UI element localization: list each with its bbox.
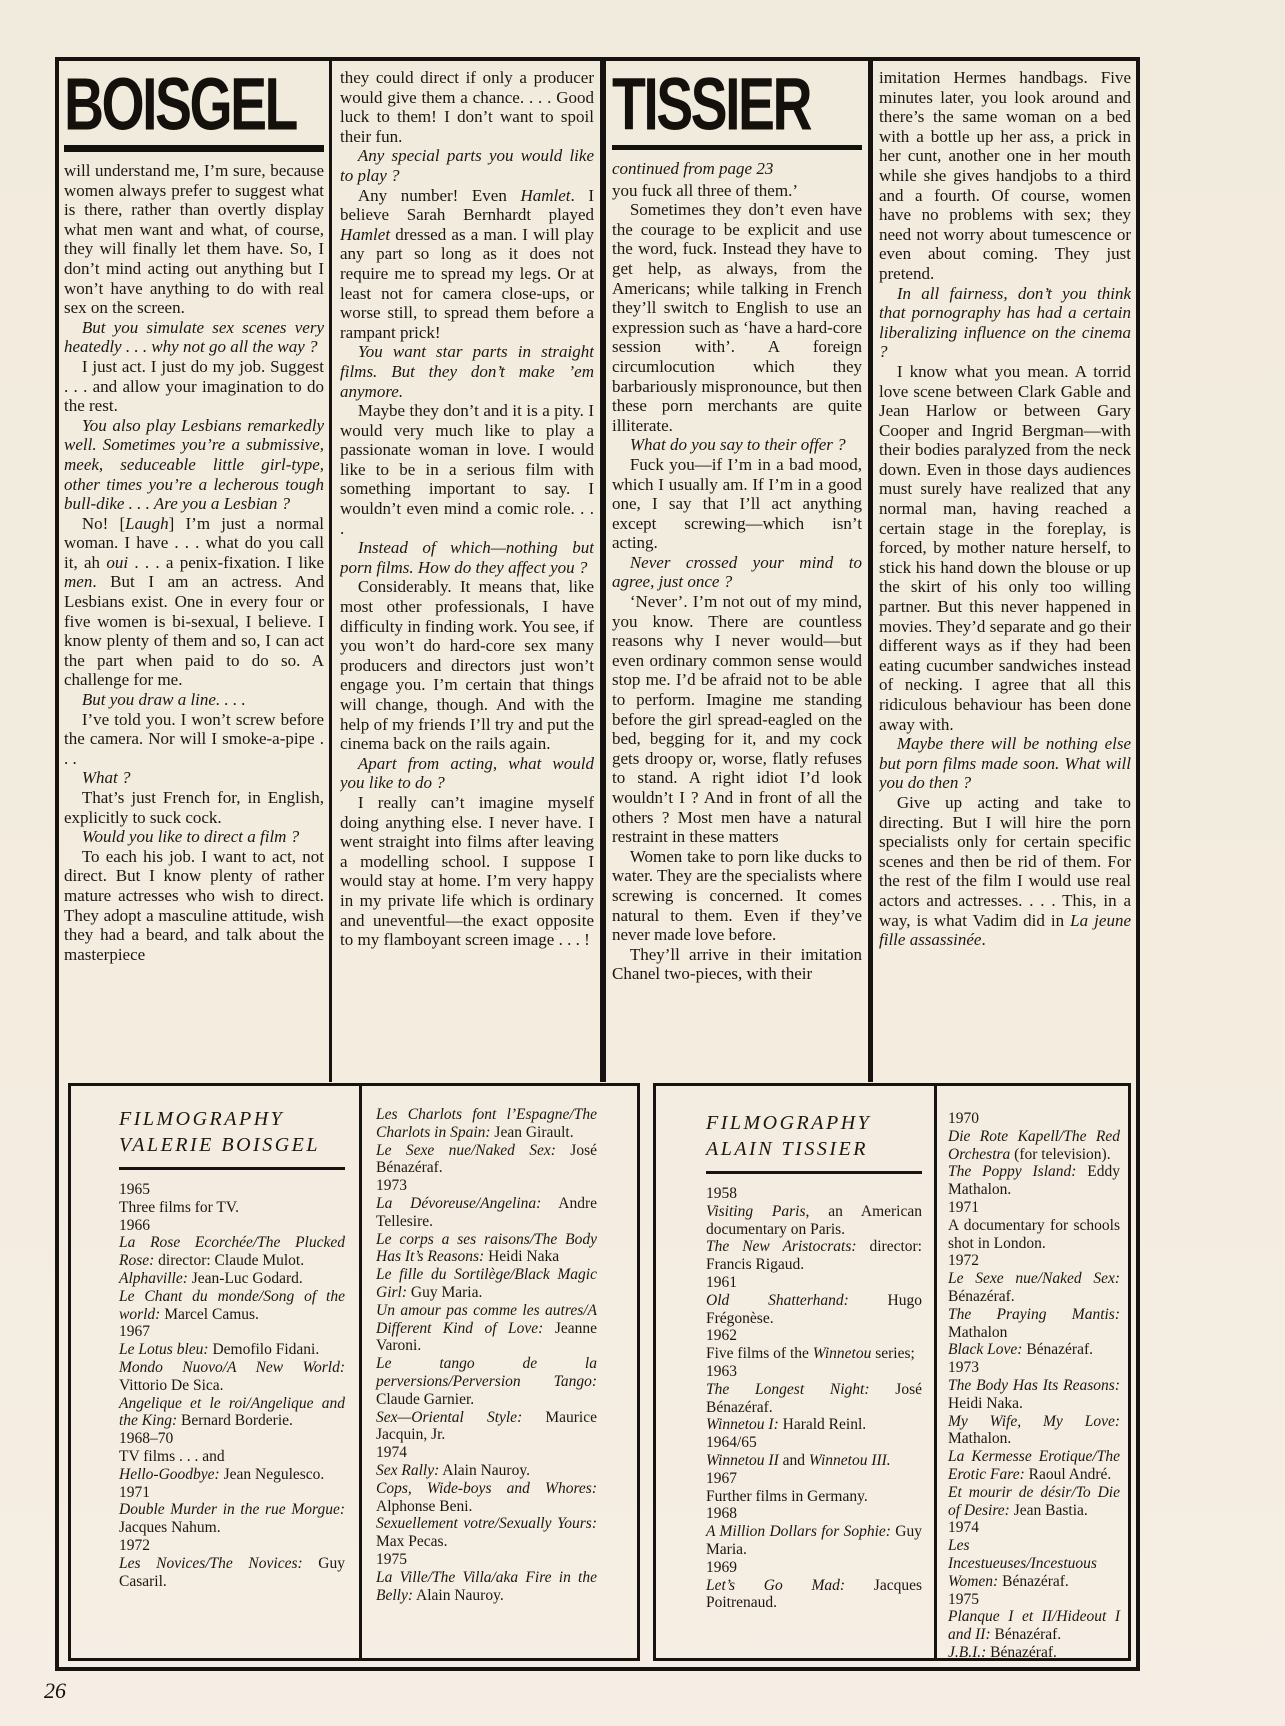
filmography-entry bbox=[706, 1381, 922, 1417]
text-run: What ? bbox=[81, 768, 131, 788]
text-run: 1965 bbox=[119, 1181, 150, 1198]
interview-answer bbox=[612, 200, 862, 435]
italic-text-run: La Dévoreuse/Angelina: bbox=[376, 1194, 542, 1212]
filmography-boisgel-heading bbox=[119, 1106, 345, 1158]
text-run: Claude Garnier. bbox=[376, 1390, 475, 1408]
filmography-entry bbox=[948, 1608, 1120, 1644]
interview-question bbox=[340, 146, 594, 185]
filmography-year bbox=[376, 1444, 597, 1462]
interview-question bbox=[879, 734, 1131, 793]
text-run: Sometimes they don’t even have the courage to be explicit and use the word, fuck. Instead they have to get help, as always, from the Americans; while talking in French they’ll switch to English to use an expression such as ‘have a hard-core session with’. A foreign circumlocution which they barbariously mispronounce, but then these porn merchants are quite illiterate. bbox=[612, 200, 862, 435]
italic-text-run: Visiting Paris bbox=[706, 1202, 806, 1220]
italic-text-run: Les Incestueuses/Incestuous Women: bbox=[948, 1537, 1097, 1590]
text-run: director: Francis Rigaud. bbox=[706, 1238, 922, 1274]
filmography-year bbox=[948, 1359, 1120, 1377]
filmography-entry bbox=[948, 1128, 1120, 1164]
italic-text-run: The Longest Night: bbox=[706, 1380, 870, 1398]
text-run: I really can’t imagine myself doing anything else. I never have. I went straight into films after leaving a modelling school. I suppose I would stay at home. I’m very happy in my private life which is ordinary and uneventful—the exact opposite to my flamboyant screen image . . . ! bbox=[340, 792, 594, 950]
filmography-entry bbox=[119, 1501, 345, 1537]
text-run: Demofilo Fidani. bbox=[208, 1341, 320, 1359]
text-run: But you draw a line. . . . bbox=[81, 690, 246, 710]
tissier-text-column-2 bbox=[879, 68, 1131, 950]
filmography-entry bbox=[706, 1452, 922, 1470]
filmography-year bbox=[119, 1181, 345, 1199]
filmography-entry bbox=[119, 1341, 345, 1359]
filmography-year bbox=[119, 1217, 345, 1235]
text-run: A documentary for schools shot in London. bbox=[948, 1216, 1120, 1252]
text-run: Maybe they don’t and it is a pity. I would very much like to play a passionate woman in love. I would like to be in a serious film with something important to say. I wouldn’t even mind a comic role. . . . bbox=[340, 401, 594, 538]
filmography-boisgel-left-column bbox=[71, 1086, 359, 1658]
interview-answer bbox=[340, 186, 594, 343]
filmography-year bbox=[706, 1274, 922, 1292]
filmography-entry bbox=[119, 1555, 345, 1591]
filmography-entry bbox=[119, 1466, 345, 1484]
interview-answer bbox=[879, 793, 1131, 950]
filmography-year bbox=[119, 1323, 345, 1341]
boisgel-column-2 bbox=[340, 61, 594, 1086]
text-run: 1971 bbox=[948, 1198, 979, 1216]
text-run: , an American documentary on Paris. bbox=[706, 1202, 922, 1238]
text-run: Maybe there will be nothing else but porn films made soon. What will you do then ? bbox=[879, 734, 1131, 793]
text-run: 1958 bbox=[706, 1185, 737, 1202]
column-divider bbox=[868, 61, 873, 1082]
text-run: Heidi Naka bbox=[484, 1248, 560, 1266]
boisgel-text-column-2 bbox=[340, 68, 594, 950]
italic-text-run: Hello-Goodbye: bbox=[119, 1465, 220, 1483]
interview-answer bbox=[64, 514, 324, 690]
italic-text-run: The Poppy Island: bbox=[948, 1163, 1077, 1181]
interview-answer bbox=[64, 847, 324, 965]
text-run: Jacques Nahum. bbox=[119, 1519, 221, 1537]
interview-answer bbox=[64, 788, 324, 827]
tissier-column-1 bbox=[612, 61, 862, 1087]
italic-text-run: Sex—Oriental Style: bbox=[376, 1408, 523, 1426]
italic-text-run: Sex Rally: bbox=[376, 1461, 440, 1479]
filmography-year bbox=[948, 1591, 1120, 1609]
text-run: TV films . . . and bbox=[119, 1447, 225, 1465]
filmography-entry bbox=[948, 1306, 1120, 1342]
italic-text-run: The Praying Mantis: bbox=[948, 1305, 1120, 1323]
filmography-year bbox=[948, 1110, 1120, 1128]
filmography-entry bbox=[376, 1142, 597, 1178]
text-run: 1967 bbox=[706, 1469, 737, 1487]
interview-question bbox=[64, 768, 324, 788]
italic-text-run: La Ville/The Villa/aka Fire in the Belly: bbox=[376, 1568, 597, 1604]
column-divider bbox=[329, 61, 332, 1082]
italic-text-run: Le Sexe nue/Naked Sex: bbox=[948, 1270, 1120, 1288]
text-run: José Bénazéraf. bbox=[706, 1380, 922, 1416]
text-run: Bénazéraf. bbox=[986, 1643, 1057, 1658]
filmography-tissier-left-column bbox=[656, 1086, 934, 1658]
text-run: Women take to porn like ducks to water. They are the specialists where screwing is concerned. It comes natural to them. Even if they’ve never made love before. bbox=[612, 846, 862, 945]
text-run: they could direct if only a producer would give them a chance. . . . Good luck to them! I don’t want to spoil their fun. bbox=[340, 68, 594, 146]
italic-text-run: Planque I et II/Hideout I and II: bbox=[948, 1608, 1120, 1644]
text-run: ] I’m just a normal woman. I have . . . what do you call it, ah bbox=[64, 513, 324, 572]
boisgel-masthead bbox=[64, 62, 324, 146]
italic-text-run: Un amour pas comme les autres/A Different Kind of Love: bbox=[376, 1301, 597, 1337]
interview-question bbox=[340, 342, 594, 401]
interview-answer bbox=[64, 161, 324, 318]
italic-text-run: Alphaville: bbox=[119, 1269, 188, 1287]
filmography-entry bbox=[376, 1480, 597, 1516]
interview-question bbox=[612, 435, 862, 455]
filmography-year bbox=[948, 1199, 1120, 1217]
filmography-year bbox=[706, 1185, 922, 1203]
filmography-year bbox=[706, 1434, 922, 1452]
text-run: 1969 bbox=[706, 1558, 737, 1576]
filmography-entry bbox=[948, 1484, 1120, 1520]
text-run: 1975 bbox=[948, 1590, 979, 1608]
filmography-heading-line2: ALAIN TISSIER bbox=[706, 1138, 868, 1160]
italic-text-run: Sexuellement votre/Sexually Yours: bbox=[376, 1515, 597, 1533]
text-run: 1974 bbox=[948, 1519, 979, 1537]
italic-text-run: Le Sexe nue/Naked Sex: bbox=[376, 1141, 556, 1159]
text-run: Heidi Naka. bbox=[948, 1394, 1023, 1412]
italic-text-run: Le tango de la perversions/Perversion Tango: bbox=[376, 1355, 597, 1390]
italic-text-run: J.B.I.: bbox=[948, 1643, 987, 1658]
filmography-heading-rule bbox=[706, 1171, 922, 1174]
filmography-year bbox=[706, 1327, 922, 1345]
text-run: You want star parts in straight films. But they don’t make ’em anymore. bbox=[340, 342, 594, 401]
italic-text-run: Die Rote Kapell/The Red Orchestra bbox=[948, 1127, 1120, 1163]
text-run: 1967 bbox=[119, 1323, 150, 1341]
filmography-entry bbox=[706, 1416, 922, 1434]
filmography-entry bbox=[706, 1203, 922, 1239]
text-run: 1962 bbox=[706, 1327, 737, 1345]
text-run: imitation Hermes handbags. Five minutes later, you look around and there’s the same woman on a bed with a bottle up her ass, a prick in her cunt, another one in her mouth while she gives handjobs to a third and a fourth. Of course, women have no problems with sex; they need not worry about tumescence or even about coming. They just pretend. bbox=[879, 68, 1131, 283]
tissier-masthead bbox=[612, 62, 862, 146]
text-run: Jean-Luc Godard. bbox=[187, 1269, 303, 1287]
interview-answer bbox=[340, 401, 594, 538]
italic-text-run: Winnetou II bbox=[706, 1451, 779, 1469]
text-run: . But I am an actress. And Lesbians exist. One in every four or five women is bi-sexual, I believe. I know plenty of them and so, I can act the part when paid to do so. A challenge for me. bbox=[64, 572, 324, 690]
italic-text-run: Le Lotus bleu: bbox=[119, 1341, 209, 1359]
filmography-entry bbox=[948, 1163, 1120, 1199]
italic-text-run: Winnetou I: bbox=[706, 1416, 779, 1434]
boisgel-title: BOISGEL bbox=[64, 62, 296, 146]
text-run: I know what you mean. A torrid love scene between Clark Gable and Jean Harlow or between Gary Cooper and Ingrid Bergman—with their bodies paralyzed from the neck down. Even in those days audiences must surely have realized that any normal man, having reached a certain stage in the foreplay, is forced, by mother nature herself, to stick his hand down the blouse or up the skirt of his only too willing partner. But this never happened in movies. They’d separate and go their different ways as if they had been eating cucumber sandwiches instead of necking. I agree that all this ridiculous behaviour has been done away with. bbox=[879, 361, 1131, 734]
text-run: Alain Nauroy. bbox=[413, 1586, 504, 1604]
text-run: What do you say to their offer ? bbox=[629, 435, 846, 455]
text-run: . bbox=[981, 930, 986, 950]
italic-text-run: oui bbox=[106, 552, 129, 572]
filmography-tissier-right-column bbox=[934, 1086, 1128, 1658]
filmography-boisgel-right-column bbox=[359, 1086, 637, 1658]
text-run: . . . a penix-fixation. I like bbox=[128, 552, 324, 572]
filmography-entry bbox=[376, 1106, 597, 1142]
text-run: But you simulate sex scenes very heatedly . . . why not go all the way ? bbox=[64, 317, 324, 357]
filmography-entry bbox=[948, 1270, 1120, 1306]
filmography-entry bbox=[706, 1345, 922, 1363]
filmography-box-tissier bbox=[653, 1083, 1131, 1661]
text-run: Apart from acting, what would you like to do ? bbox=[340, 753, 594, 793]
tissier-text-column-1 bbox=[612, 159, 862, 984]
text-run: Bernard Borderie. bbox=[177, 1412, 293, 1430]
filmography-boisgel-entries-right bbox=[376, 1106, 597, 1604]
text-run: Guy Maria. bbox=[706, 1523, 922, 1558]
text-run: 1973 bbox=[376, 1177, 407, 1195]
text-run: series; bbox=[871, 1345, 915, 1363]
filmography-tissier-entries-left bbox=[706, 1185, 922, 1612]
filmography-box-boisgel bbox=[68, 1083, 640, 1661]
italic-text-run: Les Novices/The Novices: bbox=[119, 1554, 303, 1572]
filmography-year bbox=[119, 1430, 345, 1448]
text-run: No! [ bbox=[81, 513, 126, 533]
filmography-entry bbox=[119, 1234, 345, 1270]
interview-answer bbox=[340, 577, 594, 753]
italic-text-run: Double Murder in the rue Morgue: bbox=[119, 1501, 345, 1519]
italic-text-run: Les Charlots font l’Espagne/The Charlots in Spain: bbox=[376, 1106, 597, 1141]
text-run: Mathalon. bbox=[948, 1430, 1012, 1448]
text-run: 1974 bbox=[376, 1444, 407, 1462]
interview-answer bbox=[340, 793, 594, 950]
interview-answer bbox=[340, 68, 594, 146]
interview-answer bbox=[612, 181, 862, 201]
italic-text-run: A Million Dollars for Sophie: bbox=[706, 1523, 891, 1541]
text-run: 1961 bbox=[706, 1273, 737, 1291]
interview-question bbox=[64, 318, 324, 357]
filmography-note bbox=[706, 1488, 922, 1506]
text-run: director: Claude Mulot. bbox=[154, 1252, 305, 1270]
filmography-year bbox=[119, 1537, 345, 1555]
italic-text-run: Laugh bbox=[125, 513, 169, 533]
text-run: 1968 bbox=[706, 1505, 737, 1523]
text-run: Further films in Germany. bbox=[706, 1487, 868, 1505]
filmography-entry bbox=[119, 1395, 345, 1431]
text-run: will understand me, I’m sure, because women always prefer to suggest what is there, rather than overtly display what men want and what, of course, they will finally let them have. So, I don’t mind acting out anything but I won’t have anything to do with real sex on the screen. bbox=[64, 161, 324, 318]
text-run: To each his job. I want to act, not direct. But I know plenty of rather mature actresses who wish to direct. They adopt a masculine attitude, wish they had a beard, and talk about the masterpiece bbox=[64, 846, 324, 964]
italic-text-run: Winnetou bbox=[812, 1345, 872, 1363]
text-run: 1964/65 bbox=[706, 1434, 757, 1452]
text-run: Raoul André. bbox=[1024, 1465, 1112, 1483]
filmography-heading-line2: VALERIE BOISGEL bbox=[119, 1134, 320, 1156]
filmography-year bbox=[706, 1363, 922, 1381]
italic-text-run: Hamlet bbox=[340, 224, 391, 244]
text-run: Alphonse Beni. bbox=[376, 1497, 473, 1515]
filmography-entry bbox=[376, 1302, 597, 1355]
interview-question bbox=[64, 827, 324, 847]
italic-text-run: The New Aristocrats: bbox=[706, 1238, 857, 1256]
interview-answer bbox=[612, 847, 862, 945]
italic-text-run: Le corps a ses raisons/The Body Has It’s Reasons: bbox=[376, 1230, 597, 1266]
italic-text-run: Le fille du Sortilège/Black Magic Girl: bbox=[376, 1266, 597, 1301]
filmography-heading-line1: FILMOGRAPHY bbox=[119, 1108, 285, 1130]
interview-answer bbox=[612, 945, 862, 984]
text-run: Instead of which—nothing but porn films. How do they affect you ? bbox=[340, 538, 594, 577]
italic-text-run: The Body Has Its Reasons: bbox=[948, 1376, 1120, 1394]
filmography-entry bbox=[376, 1355, 597, 1408]
text-run: and bbox=[778, 1451, 809, 1469]
text-run: Eddy Mathalon. bbox=[948, 1163, 1120, 1199]
italic-text-run: Cops, Wide-boys and Whores: bbox=[376, 1479, 597, 1497]
page-frame bbox=[55, 57, 1140, 1671]
continued-from-note bbox=[612, 159, 862, 179]
filmography-tissier-entries-right bbox=[948, 1110, 1120, 1658]
boisgel-title-rule bbox=[64, 145, 324, 152]
text-run: Hugo Frégonèse. bbox=[706, 1291, 922, 1327]
filmography-entry bbox=[706, 1292, 922, 1328]
italic-text-run: men bbox=[64, 572, 93, 592]
filmography-heading-line1: FILMOGRAPHY bbox=[706, 1112, 872, 1134]
italic-text-run: Black Love: bbox=[948, 1341, 1023, 1359]
filmography-entry bbox=[948, 1644, 1120, 1658]
italic-text-run: Le Chant du monde/Song of the world: bbox=[119, 1287, 345, 1323]
text-run: Any special parts you would like to play ? bbox=[340, 146, 594, 185]
text-run: Considerably. It means that, like most other professionals, I have difficulty in finding work. You see, if you won’t do hard-core sex many producers and directors just won’t engage you. I’m certain that things will change, though. And with the help of my friends I’ll try and put the cinema back on the rails again. bbox=[340, 577, 594, 754]
text-run: 1963 bbox=[706, 1362, 737, 1380]
filmography-tissier-heading bbox=[706, 1110, 922, 1162]
text-run: I’ve told you. I won’t screw before the camera. Nor will I smoke-a-pipe . . . bbox=[64, 709, 324, 768]
filmography-year bbox=[706, 1470, 922, 1488]
filmography-entry bbox=[376, 1195, 597, 1231]
text-run: That’s just French for, in English, explicitly to suck cock. bbox=[64, 788, 324, 827]
filmography-note bbox=[119, 1199, 345, 1217]
filmography-year bbox=[706, 1559, 922, 1577]
text-run: 1975 bbox=[376, 1550, 407, 1568]
interview-question bbox=[64, 416, 324, 514]
boisgel-text-column-1 bbox=[64, 161, 324, 964]
interview-answer bbox=[879, 68, 1131, 284]
filmography-year bbox=[706, 1505, 922, 1523]
filmography-entry bbox=[948, 1377, 1120, 1413]
interview-answer bbox=[64, 710, 324, 769]
text-run: Bénazéraf. bbox=[998, 1572, 1069, 1590]
text-run: 1971 bbox=[119, 1483, 150, 1501]
text-run: Three films for TV. bbox=[119, 1198, 239, 1216]
interview-question bbox=[64, 690, 324, 710]
filmography-year bbox=[948, 1519, 1120, 1537]
text-run: Jean Negulesco. bbox=[219, 1465, 325, 1483]
text-run: Guy Casaril. bbox=[119, 1554, 345, 1590]
filmography-entry bbox=[706, 1523, 922, 1559]
text-run: 1973 bbox=[948, 1359, 979, 1377]
interview-answer bbox=[64, 357, 324, 416]
interview-question bbox=[879, 284, 1131, 362]
italic-text-run: My Wife, My Love: bbox=[948, 1412, 1120, 1430]
text-run: Alain Nauroy. bbox=[439, 1461, 530, 1479]
italic-text-run: Winnetou III. bbox=[808, 1451, 891, 1469]
text-run: Bénazéraf. bbox=[1022, 1341, 1094, 1359]
text-run: In all fairness, don’t you think that pornography has had a certain liberalizing influence on the cinema ? bbox=[879, 283, 1131, 362]
filmography-entry bbox=[119, 1288, 345, 1324]
text-run: ‘Never’. I’m not out of my mind, you know. There are countless reasons why I never would—but even ordinary common sense would stop me. I’d be afraid not to be able to perform. Imagine me standing before the girl spread-eagled on the bed, begging for it, and my cock gets droopy or, worse, flatly refuses to stand. A right idiot I’d look wouldn’t I ? And in front of all the others ? Most men have a natural restraint in these matters bbox=[612, 592, 862, 847]
text-run: Would you like to direct a film ? bbox=[81, 827, 300, 847]
tissier-title-rule bbox=[612, 145, 862, 150]
text-run: Guy Maria. bbox=[407, 1283, 483, 1301]
filmography-entry bbox=[376, 1462, 597, 1480]
text-run: Give up acting and take to directing. But I will hire the porn specialists only for certain specific scenes and then be rid of them. For the rest of the film I would use real actors and actresses. . . . This, in a way, is what Vadim did in bbox=[879, 792, 1131, 930]
text-run: Andre Tellesire. bbox=[376, 1194, 597, 1230]
interview-answer bbox=[612, 455, 862, 553]
text-run: (for television). bbox=[1010, 1145, 1111, 1163]
text-run: Jean Bastia. bbox=[1009, 1501, 1088, 1519]
filmography-heading-rule bbox=[119, 1167, 345, 1170]
column-divider-thick bbox=[600, 61, 606, 1082]
filmography-boisgel-entries-left bbox=[119, 1181, 345, 1590]
interview-question bbox=[612, 553, 862, 592]
text-run: . I believe Sarah Bernhardt played bbox=[340, 185, 594, 225]
filmography-entry bbox=[376, 1515, 597, 1551]
text-run: Jeanne Varoni. bbox=[376, 1319, 597, 1355]
filmography-entry bbox=[376, 1266, 597, 1302]
italic-text-run: La Kermesse Erotique/The Erotic Fare: bbox=[948, 1448, 1120, 1483]
text-run: Bénazéraf. bbox=[990, 1626, 1062, 1644]
text-run: José Bénazéraf. bbox=[376, 1141, 597, 1177]
interview-question bbox=[340, 754, 594, 793]
text-run: Harald Reinl. bbox=[778, 1416, 867, 1434]
text-run: Never crossed your mind to agree, just once ? bbox=[612, 552, 862, 592]
text-run: continued from page 23 bbox=[612, 159, 774, 178]
tissier-title: TISSIER bbox=[612, 62, 811, 146]
text-run: You also play Lesbians remarkedly well. Sometimes you’re a submissive, meek, seduceable little girl-type, other times you’re a lecherous tough bull-dike . . . Are you a Lesbian ? bbox=[64, 415, 324, 514]
filmography-entry bbox=[376, 1231, 597, 1267]
text-run: 1972 bbox=[948, 1252, 979, 1270]
text-run: Any number! Even bbox=[357, 185, 521, 205]
italic-text-run: La jeune fille assassinée bbox=[879, 910, 1131, 950]
filmography-entry bbox=[948, 1413, 1120, 1449]
filmography-year bbox=[119, 1484, 345, 1502]
filmography-entry bbox=[706, 1238, 922, 1274]
text-run: 1970 bbox=[948, 1110, 979, 1127]
italic-text-run: Mondo Nuovo/A New World: bbox=[119, 1358, 345, 1376]
filmography-note bbox=[119, 1448, 345, 1466]
text-run: you fuck all three of them.’ bbox=[612, 180, 798, 200]
text-run: I just act. I just do my job. Suggest . . . and allow your imagination to do the rest. bbox=[64, 356, 324, 416]
italic-text-run: Old Shatterhand: bbox=[706, 1291, 849, 1309]
italic-text-run: Let’s Go Mad: bbox=[706, 1576, 846, 1594]
interview-question bbox=[340, 538, 594, 577]
text-run: They’ll arrive in their imitation Chanel two-pieces, with their bbox=[612, 944, 862, 984]
italic-text-run: Et mourir de désir/To Die of Desire: bbox=[948, 1483, 1120, 1519]
italic-text-run: Angelique et le roi/Angelique and the King: bbox=[119, 1394, 345, 1430]
text-run: Marcel Camus. bbox=[160, 1305, 259, 1323]
filmography-entry bbox=[119, 1270, 345, 1288]
text-run: Maurice Jacquin, Jr. bbox=[376, 1408, 597, 1444]
tissier-column-2 bbox=[879, 61, 1131, 1086]
text-run: Vittorio De Sica. bbox=[119, 1376, 224, 1394]
italic-text-run: Hamlet bbox=[520, 185, 571, 205]
filmography-year bbox=[376, 1177, 597, 1195]
page-number: 26 bbox=[44, 1678, 66, 1703]
filmography-year bbox=[376, 1551, 597, 1569]
text-run: Bénazéraf. bbox=[948, 1287, 1015, 1305]
text-run: 1966 bbox=[119, 1216, 150, 1234]
filmography-year bbox=[948, 1252, 1120, 1270]
italic-text-run: La Rose Ecorchée/The Plucked Rose: bbox=[119, 1234, 345, 1270]
filmography-entry bbox=[948, 1341, 1120, 1359]
text-run: Max Pecas. bbox=[376, 1533, 448, 1551]
text-run: Fuck you—if I’m in a bad mood, which I usually am. If I’m in a good one, I say that I’ll act anything except screwing—which isn’t acting. bbox=[612, 454, 862, 553]
filmography-entry bbox=[376, 1409, 597, 1445]
text-run: dressed as a man. I will play any part so long as it does not require me to spread my legs. Or at least not for camera close-ups, or worse still, to spread them before a rampant prick! bbox=[340, 224, 594, 342]
text-run: Five films of the bbox=[706, 1345, 813, 1363]
filmography-entry bbox=[706, 1577, 922, 1613]
interview-answer bbox=[612, 592, 862, 847]
text-run: 1972 bbox=[119, 1536, 150, 1554]
filmography-entry bbox=[376, 1569, 597, 1605]
boisgel-column-1 bbox=[64, 61, 324, 1087]
text-run: 1968–70 bbox=[119, 1430, 174, 1448]
filmography-note bbox=[948, 1217, 1120, 1253]
filmography-entry bbox=[119, 1359, 345, 1395]
filmography-entry bbox=[948, 1537, 1120, 1590]
text-run: Mathalon bbox=[948, 1323, 1008, 1341]
interview-answer bbox=[879, 362, 1131, 734]
text-run: Jean Girault. bbox=[490, 1123, 574, 1141]
text-run: Jacques Poitrenaud. bbox=[706, 1576, 922, 1612]
filmography-entry bbox=[948, 1448, 1120, 1484]
